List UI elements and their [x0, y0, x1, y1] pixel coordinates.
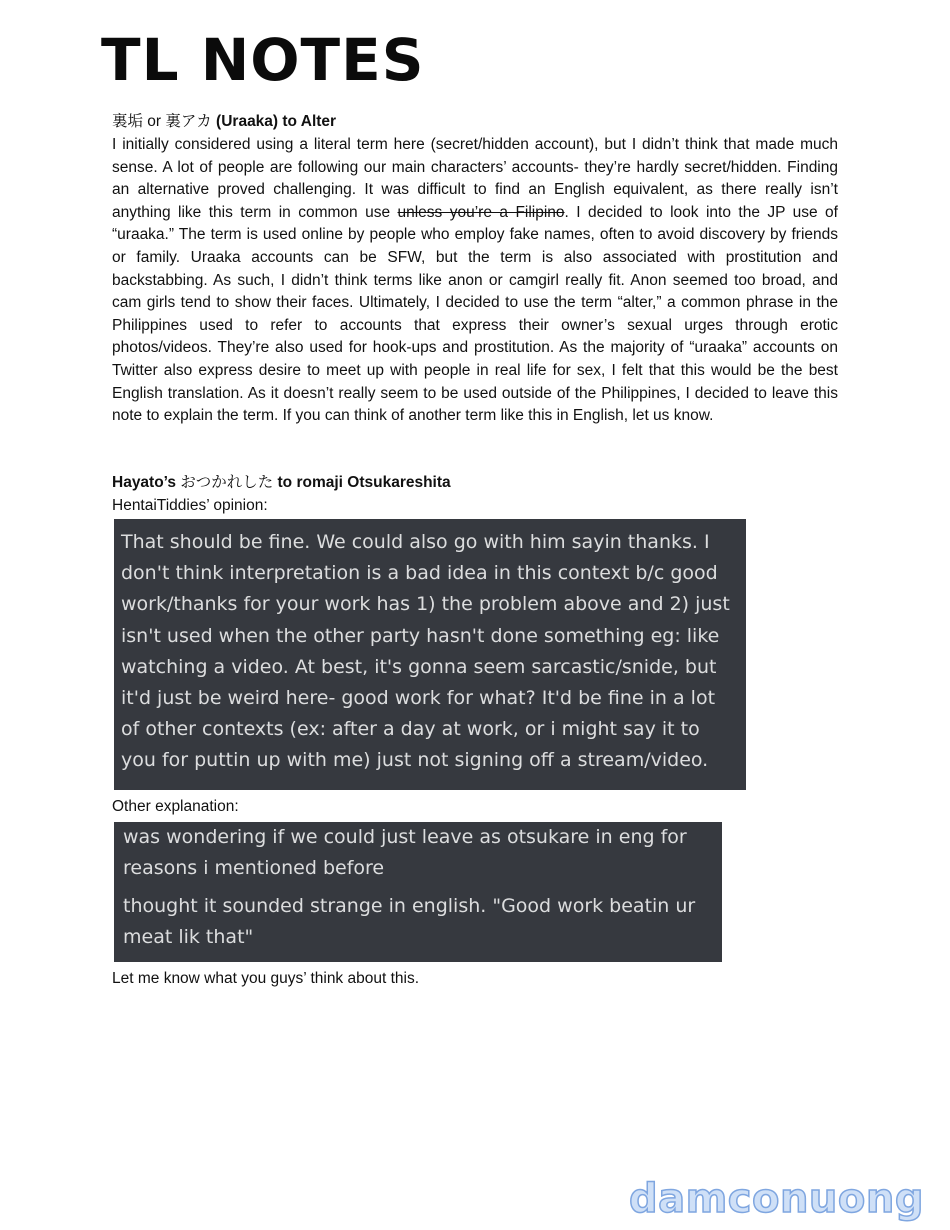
- note-paragraph-uraaka: [112, 134, 838, 428]
- page-title: TL NOTES: [101, 26, 425, 94]
- heading-suffix: to romaji Otsukareshita: [273, 474, 451, 491]
- watermark-logo: damconuong: [628, 1176, 924, 1222]
- closing-remark: Let me know what you guys’ think about this.: [112, 970, 420, 987]
- other-explanation-label: Other explanation:: [112, 798, 239, 815]
- heading-text: (Uraaka) to Alter: [211, 113, 337, 130]
- heading-japanese-term: 裏垢 or 裏アカ: [112, 113, 212, 130]
- quoted-chat-message-explanation: [114, 822, 722, 962]
- heading-japanese-term: おつかれした: [180, 474, 274, 491]
- paragraph-text-part-1: I initially considered using a literal term here (secret/hidden account), but I didn’t think that made much sense. A lot of people are following our main characters’ accounts- they’re hardly secret/hidden. Finding an alternative proved challenging. It was difficult to find an English equivalent, as there really isn’t anything like this term in common use: [112, 136, 838, 221]
- note-heading-otsukareshita: [112, 472, 451, 494]
- chat-message-text-2: thought it sounded strange in english. "Good work beatin ur meat lik that": [123, 895, 696, 948]
- note-heading-uraaka: [112, 111, 336, 133]
- chat-message-text: That should be fine. We could also go with him sayin thanks. I don't think interpretation is a bad idea in this context b/c good work/thanks for your work has 1) the problem above and 2) just isn't used when the other party hasn't done something eg: like watching a video. At best, it's gonna seem sarcastic/snide, but it'd just be weird here- good work for what? It'd be fine in a lot of other contexts (ex: after a day at work, or i might say it to you for puttin up with me) just not signing off a stream/video.: [121, 531, 730, 772]
- chat-message-text-1: was wondering if we could just leave as otsukare in eng for reasons i mentioned before: [123, 826, 687, 879]
- heading-prefix: Hayato’s: [112, 474, 181, 491]
- opinion-label: HentaiTiddies’ opinion:: [112, 497, 268, 514]
- paragraph-text-part-2: . I decided to look into the JP use of “uraaka.” The term is used online by people who employ fake names, often to avoid discovery by friends or family. Uraaka accounts can be SFW, but the term is also associated with prostitution and backstabbing. As such, I didn’t think terms like anon or camgirl really fit. Anon seemed too broad, and cam girls tend to show their faces. Ultimately, I decided to use the term “alter,” a common phrase in the Philippines used to refer to accounts that express their owner’s sexual urges through erotic photos/videos. They’re also used for hook-ups and prostitution. As the majority of “uraaka” accounts on Twitter also express desire to meet up with people in real life for sex, I felt that this would be the best English translation. As it doesn’t really seem to be used outside of the Philippines, I decided to leave this note to explain the term. If you can think of another term like this in English, let us know.: [112, 203, 838, 425]
- strikethrough-text: unless you’re a Filipino: [397, 203, 565, 221]
- quoted-chat-message-opinion: [114, 519, 746, 790]
